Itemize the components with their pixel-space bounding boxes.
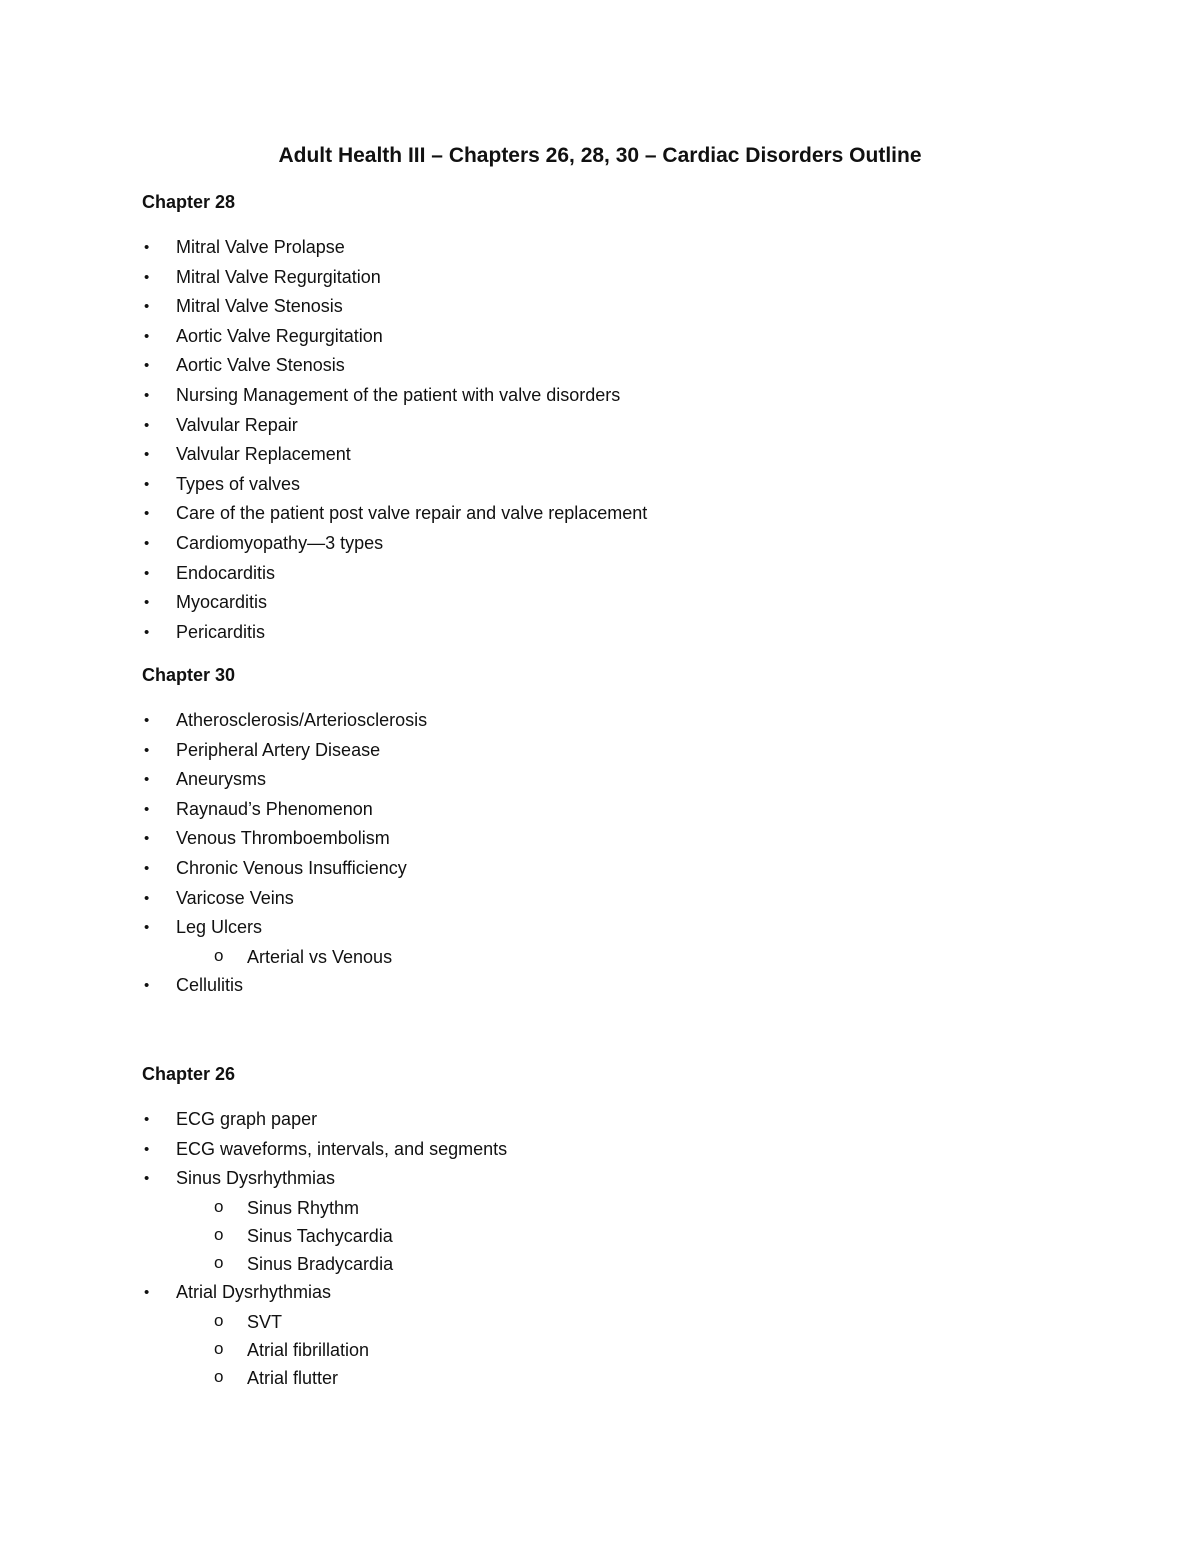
list-item	[142, 292, 1102, 322]
list-item-text: ECG waveforms, intervals, and segments	[176, 1138, 508, 1159]
list-item-text: Varicose Veins	[176, 887, 294, 908]
sub-list-item	[142, 1222, 1102, 1250]
list-item	[142, 263, 1102, 293]
bullet-circle-icon: o	[214, 1367, 224, 1387]
bullet-circle-icon: o	[214, 1310, 224, 1330]
bullet-dot-icon: •	[144, 889, 150, 907]
list-item	[142, 618, 1102, 648]
sub-list-item-text: Arterial vs Venous	[247, 946, 393, 967]
list-item-text: Raynaud’s Phenomenon	[176, 798, 373, 819]
list-item	[142, 440, 1102, 470]
bullet-dot-icon: •	[144, 712, 150, 729]
bullet-circle-icon: o	[214, 1253, 224, 1273]
list-item	[142, 795, 1102, 825]
list-item-text: Leg Ulcers	[176, 917, 263, 938]
list-item-text: Valvular Repair	[176, 414, 298, 435]
list-item-text: Cardiomyopathy—3 types	[176, 532, 384, 553]
list-item	[142, 559, 1102, 589]
list-item	[142, 971, 1102, 1001]
list-item-text: Atherosclerosis/Arteriosclerosis	[176, 710, 428, 730]
sub-list-item	[142, 1194, 1102, 1222]
bullet-circle-icon: o	[214, 1224, 224, 1244]
list-item-text: Endocarditis	[176, 562, 276, 583]
bullet-dot-icon: •	[144, 594, 150, 612]
list-item	[142, 499, 1102, 529]
bullet-list	[142, 1105, 1102, 1393]
list-item	[142, 736, 1102, 766]
list-item-text: Valvular Replacement	[176, 444, 351, 465]
sub-list-item	[142, 1250, 1102, 1278]
bullet-circle-icon: o	[214, 945, 224, 965]
bullet-dot-icon: •	[144, 416, 150, 434]
sub-list-item-text: Sinus Rhythm	[247, 1197, 360, 1218]
bullet-dot-icon: •	[144, 1111, 150, 1128]
sub-list-item-text: Atrial fibrillation	[247, 1340, 370, 1361]
bullet-list	[142, 233, 1102, 647]
section-heading: Chapter 28	[142, 192, 236, 212]
section-heading: Chapter 26	[142, 1064, 236, 1084]
list-item	[142, 470, 1102, 500]
sub-list-item-text: Sinus Bradycardia	[247, 1254, 394, 1275]
bullet-dot-icon: •	[144, 505, 150, 523]
section-heading: Chapter 30	[142, 665, 236, 685]
list-item-text: Aortic Valve Regurgitation	[176, 325, 383, 346]
list-item	[142, 1105, 1102, 1135]
list-item	[142, 351, 1102, 381]
list-item-text: Nursing Management of the patient with valve disorders	[176, 384, 621, 405]
list-item-text: ECG graph paper	[176, 1109, 318, 1129]
document-title: Adult Health III – Chapters 26, 28, 30 – Cardiac Disorders Outline	[278, 144, 922, 167]
list-item-text: Myocarditis	[176, 592, 268, 613]
sub-list-item	[142, 943, 1102, 971]
sub-list-item-text: SVT	[247, 1311, 283, 1332]
list-item-text: Aneurysms	[176, 769, 267, 790]
list-item-text: Chronic Venous Insufficiency	[176, 857, 407, 878]
section-chapter-28	[142, 189, 1102, 647]
bullet-dot-icon: •	[144, 564, 150, 582]
list-item	[142, 233, 1102, 263]
list-item	[142, 854, 1102, 884]
bullet-dot-icon: •	[144, 919, 150, 937]
bullet-dot-icon: •	[144, 771, 150, 789]
list-item	[142, 706, 1102, 736]
list-item	[142, 322, 1102, 352]
list-item	[142, 1164, 1102, 1194]
list-item	[142, 381, 1102, 411]
list-item-text: Aortic Valve Stenosis	[176, 355, 345, 376]
bullet-dot-icon: •	[144, 446, 150, 464]
bullet-circle-icon: o	[214, 1196, 224, 1216]
list-item	[142, 1278, 1102, 1308]
list-item	[142, 765, 1102, 795]
list-item-text: Care of the patient post valve repair and valve replacement	[176, 503, 648, 524]
list-item	[142, 824, 1102, 854]
bullet-dot-icon: •	[144, 830, 150, 848]
bullet-dot-icon: •	[144, 741, 150, 759]
bullet-dot-icon: •	[144, 1140, 150, 1158]
sub-list-item-text: Sinus Tachycardia	[247, 1225, 393, 1246]
bullet-dot-icon: •	[144, 327, 150, 345]
bullet-dot-icon: •	[144, 386, 150, 404]
bullet-dot-icon: •	[144, 298, 150, 316]
sub-list-item	[142, 1336, 1102, 1364]
list-item-text: Mitral Valve Regurgitation	[176, 266, 381, 287]
list-item-text: Venous Thromboembolism	[176, 828, 390, 849]
list-item-text: Cellulitis	[176, 974, 244, 995]
sub-list-item-text: Atrial flutter	[247, 1368, 339, 1389]
bullet-circle-icon: o	[214, 1339, 224, 1359]
bullet-dot-icon: •	[144, 239, 150, 256]
list-item	[142, 1135, 1102, 1165]
list-item	[142, 913, 1102, 943]
list-item-text: Pericarditis	[176, 621, 266, 642]
list-item-text: Mitral Valve Prolapse	[176, 237, 345, 257]
bullet-dot-icon: •	[144, 623, 150, 641]
bullet-list	[142, 706, 1102, 1001]
list-item-text: Types of valves	[176, 473, 301, 494]
bullet-dot-icon: •	[144, 475, 150, 493]
bullet-dot-icon: •	[144, 976, 150, 994]
bullet-dot-icon: •	[144, 1284, 150, 1302]
list-item	[142, 588, 1102, 618]
list-item-text: Atrial Dysrhythmias	[176, 1282, 332, 1303]
list-item	[142, 529, 1102, 559]
sub-list-item	[142, 1364, 1102, 1392]
list-item	[142, 884, 1102, 914]
list-item	[142, 411, 1102, 441]
bullet-dot-icon: •	[144, 534, 150, 552]
sub-list-item	[142, 1308, 1102, 1336]
list-item-text: Sinus Dysrhythmias	[176, 1168, 336, 1189]
bullet-dot-icon: •	[144, 859, 150, 877]
list-item-text: Peripheral Artery Disease	[176, 739, 381, 760]
section-chapter-30	[142, 662, 1102, 1001]
bullet-dot-icon: •	[144, 1170, 150, 1188]
list-item-text: Mitral Valve Stenosis	[176, 296, 343, 317]
bullet-dot-icon: •	[144, 800, 150, 818]
section-chapter-26	[142, 1061, 1102, 1393]
bullet-dot-icon: •	[144, 268, 150, 286]
bullet-dot-icon: •	[144, 357, 150, 375]
